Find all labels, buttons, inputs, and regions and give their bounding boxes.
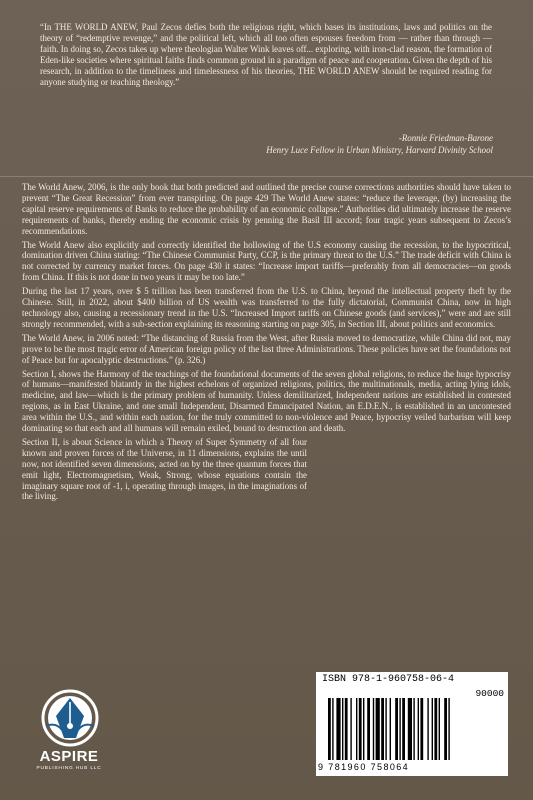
endorsement-attribution [73,132,493,156]
isbn-text: ISBN 978-1-960758-06-4 [322,674,455,685]
paragraph: Section II, is about Science in which a Theory of Super Symmetry of all four known and proven forces of the Universe, in 11 dimensions, explains the until now, not identified seven dimensions, acted on by the three quantum forces that emit light, Electromagnetism, Weak, Strong, whose equations contain the imaginary square root of -1, i, operating through images, in the imaginations of the living. [22,436,307,502]
endorsement-quote: “In THE WORLD ANEW, Paul Zecos defies both the religious right, which bases its institutions, laws and politics on the theory of “redemptive revenge,” and the political left, which all too often espouses freedom from — rather than through — faith. In doing so, Zecos takes up where theologian Walter Wink leaves off... exploring, with iron-clad reason, the formation of Eden-like societies where spiritual faiths finds common ground in a paradigm of peace and cooperation. Given the depth of his research, in addition to the timeliness and timelessness of his theories, THE WORLD ANEW should be required reading for anyone studying or teaching theology.” [40,22,492,87]
paragraph: The World Anew also explicitly and correctly identified the hollowing of the U.S economy causing the recession, to the hypocritical, domination driven China stating: “The Chinese Communist Party, CCP, is the primary threat to the U.S.” The trade deficit with China is not corrected by currency market forces. On page 430 it states: “Increase import tariffs—preferably from all democracies—on goods from China. If this is not done in two years it may be too late.” [22,239,511,283]
paragraph: During the last 17 years, over $ 5 trillion has been transferred from the U.S. to China, beyond the intellectual property theft by the Chinese. Still, in 2022, about $400 billion of US wealth was transferred to the fully dictatorial, Communist China, now in high technology also, causing a recessionary trend in the U.S. “Increased Import tariffs on Chinese goods (and services),” were and are still strongly recommended, with a sub-section explaining its reasoning starting on page 305, in Section III, about politics and economics. [22,286,511,329]
endorsement-author: -Ronnie Friedman-Barone [398,133,493,143]
price-code: 90000 [475,688,504,699]
endorsement-author-title: Henry Luce Fellow in Urban Ministry, Harvard Divinity School [266,145,493,155]
section-divider [0,176,533,177]
description-body [22,182,511,505]
paragraph: Section I, shows the Harmony of the teachings of the foundational documents of the seven global religions, to reduce the huge hypocrisy of humans—manifested blatantly in the highest echelons of organized religions, politics, the multinationals, media, acting lying idols, medicine, and law—which is the primary problem of humanity. Unless demilitarized, Independent nations are established in contested regions, as in East Ukraine, and one small Independent, Disarmed Emancipated Nation, an E.D.E.N., is established in an uncontested area within the U.S., and within each nation, for the truly committed to non-violence and Peace, hypocrisy veiled barbarism will keep dominating so that each and all humans will remain exiled, bound to destruction and death. [22,368,511,434]
barcode-digits: 9 781960 758064 [318,762,410,772]
publisher-name: ASPIRE [39,748,99,765]
paragraph: The World Anew, in 2006 noted: “The distancing of Russia from the West, after Russia moved to democratize, while China did not, may prove to be the most tragic error of American foreign policy of the last three Administrations. These policies have set the foundations not of Peace but for apocalyptic destructions.” (p. 326.) [22,332,511,365]
publisher-logo [16,686,124,786]
paragraph: The World Anew, 2006, is the only book that both predicted and outlined the precise course corrections authorities should have taken to prevent “The Great Recession” from ever transpiring. On page 429 The World Anew states: “reduce the leverage, (by) increasing the capital reserve requirements of Banks to reduce the probability of an economic collapse.” Authorities did ultimately increase the reserve requirements of banks, thereby ending the economic crisis by penning the Basil III accord; four tragic years subsequent to Zecos’s recommendations. [22,182,511,236]
publisher-subtitle: PUBLISHING HUB LLC [36,766,102,771]
isbn-barcode [316,672,508,776]
fountain-pen-nib-icon [16,686,124,750]
barcode-bars [328,698,498,762]
